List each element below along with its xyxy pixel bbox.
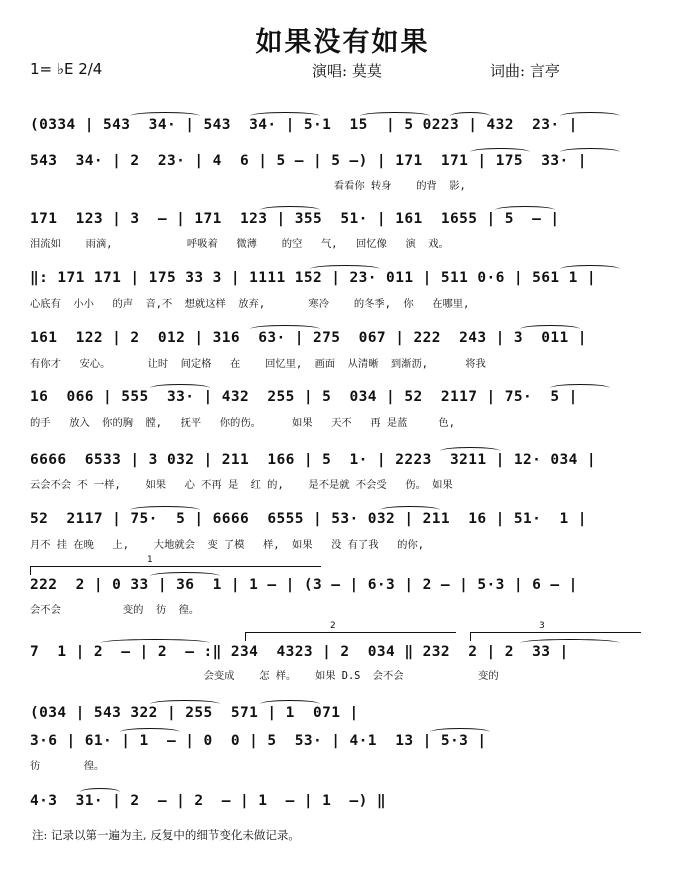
slur-mark <box>260 206 320 214</box>
slur-mark <box>560 148 620 156</box>
slur-mark <box>550 384 610 392</box>
lyric-line: 有你才 安心。 让时 间定格 在 回忆里, 画面 从清晰 到渐沥, 将我 <box>30 358 486 370</box>
composer-credit: 词曲: 言亭 <box>490 62 560 80</box>
slur-mark <box>310 265 380 273</box>
lyric-line: 月不 挂 在晚 上, 大地就会 变 了模 样, 如果 没 有了我 的你, <box>30 539 424 551</box>
slur-mark <box>560 112 620 120</box>
lyric-line: 看看你 转身 的背 影, <box>30 180 466 192</box>
slur-mark <box>495 206 555 214</box>
slur-mark <box>150 384 210 392</box>
notation-line: 7 1 | 2 – | 2 – :‖ 234 4323 | 2 034 ‖ 232 2 | 2 33 | <box>30 644 569 660</box>
song-title: 如果没有如果 <box>255 27 430 58</box>
slur-mark <box>520 325 580 333</box>
slur-mark <box>130 112 200 120</box>
slur-mark <box>450 112 490 120</box>
notation-line: (034 | 543 322 | 255 571 | 1 071 | <box>30 705 359 721</box>
slur-mark <box>260 700 320 708</box>
notation-line: 52 2117 | 75· 5 | 6666 6555 | 53· 032 | 211 16 | 51· 1 | <box>30 511 587 527</box>
lyric-line: 的手 放入 你的胸 膛, 抚平 你的伤。 如果 天不 再 是蓝 色, <box>30 417 455 429</box>
volta-label: 1 <box>147 555 153 565</box>
lyric-line: 泪流如 雨滴, 呼吸着 微薄 的空 气, 回忆像 演 戏。 <box>30 238 449 250</box>
volta-label: 2 <box>330 621 336 631</box>
slur-mark <box>470 148 530 156</box>
volta-bracket-2 <box>245 621 456 641</box>
slur-mark <box>250 112 320 120</box>
slur-mark <box>100 639 210 647</box>
lyric-line: 会变成 怎 样。 如果 D.S 会不会 变的 <box>30 670 499 682</box>
lyric-line: 彷 徨。 <box>30 760 105 772</box>
lyric-line: 云会不会 不 一样, 如果 心 不再 是 红 的, 是不是就 不会受 伤。 如果 <box>30 479 453 491</box>
slur-mark <box>80 788 120 796</box>
notation-line: (0334 | 543 34· | 543 34· | 5·1 15 | 5 0223 | 432 23· | <box>30 117 578 133</box>
notation-line: 543 34· | 2 23· | 4 6 | 5 – | 5 –) | 171 171 | 175 33· | <box>30 153 587 169</box>
volta-bracket-1 <box>30 555 321 575</box>
lyric-line: 心底有 小小 的声 音,不 想就这样 放弃, 寒冷 的冬季, 你 在哪里, <box>30 298 470 310</box>
singer-credit: 演唱: 莫莫 <box>312 62 382 80</box>
notation-line: ‖: 171 171 | 175 33 3 | 1111 152 | 23· 011 | 511 0·6 | 561 1 | <box>30 270 597 286</box>
slur-mark <box>150 700 220 708</box>
slur-mark <box>120 728 180 736</box>
slur-mark <box>250 325 320 333</box>
slur-mark <box>440 447 500 455</box>
slur-mark <box>360 112 430 120</box>
volta-label: 3 <box>539 621 545 631</box>
notation-line: 16 066 | 555 33· | 432 255 | 5 034 | 52 2117 | 75· 5 | <box>30 389 578 405</box>
volta-bracket-3 <box>470 621 641 641</box>
notation-line: 222 2 | 0 33 | 36 1 | 1 – | (3 – | 6·3 | 2 – | 5·3 | 6 – | <box>30 577 578 593</box>
notation-line: 3·6 | 61· | 1 – | 0 0 | 5 53· | 4·1 13 | 5·3 | <box>30 733 487 749</box>
footnote: 注: 记录以第一遍为主, 反复中的细节变化未做记录。 <box>32 828 300 842</box>
notation-line: 161 122 | 2 012 | 316 63· | 275 067 | 222 243 | 3 011 | <box>30 330 587 346</box>
slur-mark <box>560 265 620 273</box>
slur-mark <box>130 506 200 514</box>
slur-mark <box>380 506 440 514</box>
lyric-line: 会不会 变的 彷 徨。 <box>30 604 200 616</box>
slur-mark <box>430 728 490 736</box>
notation-line: 171 123 | 3 – | 171 123 | 355 51· | 161 1655 | 5 – | <box>30 211 560 227</box>
notation-line: 4·3 31· | 2 – | 2 – | 1 – | 1 –) ‖ <box>30 793 387 809</box>
key-signature: 1= ♭E 2/4 <box>30 60 103 78</box>
notation-line: 6666 6533 | 3 032 | 211 166 | 5 1· | 2223 3211 | 12· 034 | <box>30 452 597 468</box>
